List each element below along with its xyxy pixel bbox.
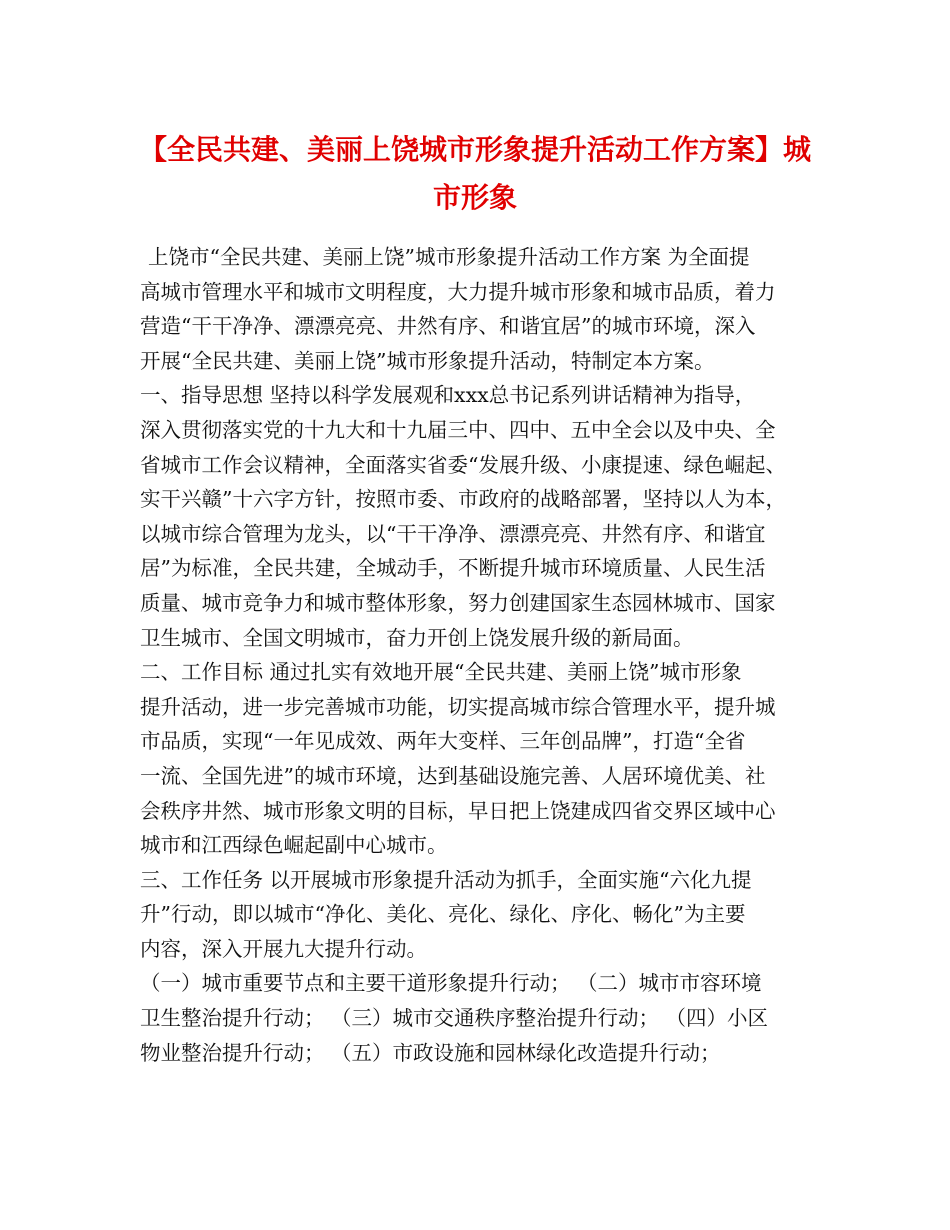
task-list-line: （一）城市重要节点和主要干道形象提升行动； （二）城市市容环境 (140, 971, 762, 996)
task-list-line: 物业整治提升行动； （五）市政设施和园林绿化改造提升行动； (140, 1040, 721, 1065)
section-one-line: 卫生城市、全国文明城市，奋力开创上饶发展升级的新局面。 (140, 625, 694, 650)
document-body (140, 240, 820, 1070)
section-heading-guiding-ideology: 一、指导思想 坚持以科学发展观和xxx总书记系列讲话精神为指导， (140, 383, 756, 408)
section-two-line: 城市和江西绿色崛起副中心城市。 (140, 833, 448, 858)
document-title (120, 126, 830, 222)
intro-paragraph-line: 开展“全民共建、美丽上饶”城市形象提升活动，特制定本方案。 (140, 348, 715, 373)
task-list-line: 卫生整治提升行动； （三）城市交通秩序整治提升行动； （四）小区 (140, 1006, 769, 1031)
intro-paragraph-line: 高城市管理水平和城市文明程度，大力提升城市形象和城市品质，着力 (140, 279, 776, 304)
intro-paragraph-line: 上饶市“全民共建、美丽上饶”城市形象提升活动工作方案 为全面提 (148, 245, 750, 269)
section-three-line: 升”行动，即以城市“净化、美化、亮化、绿化、序化、畅化”为主要 (140, 902, 746, 927)
section-one-line: 质量、城市竞争力和城市整体形象，努力创建国家生态园林城市、国家 (140, 590, 776, 615)
section-two-line: 市品质，实现“一年见成效、两年大变样、三年创品牌”，打造“全省 (140, 729, 746, 754)
section-one-line: 居”为标准，全民共建，全城动手，不断提升城市环境质量、人民生活 (140, 556, 766, 581)
section-one-line: 实干兴赣”十六字方针，按照市委、市政府的战略部署，坚持以人为本， (140, 487, 786, 512)
intro-paragraph-line: 营造“干干净净、漂漂亮亮、井然有序、和谐宜居”的城市环境，深入 (140, 314, 756, 339)
section-heading-work-goals: 二、工作目标 通过扎实有效地开展“全民共建、美丽上饶”城市形象 (140, 660, 742, 685)
title-line: 市形象 (432, 181, 517, 214)
section-one-line: 深入贯彻落实党的十九大和十九届三中、四中、五中全会以及中央、全 (140, 417, 776, 442)
title-line: 【全民共建、美丽上饶城市形象提升活动工作方案】城 (138, 133, 811, 166)
section-one-line: 省城市工作会议精神，全面落实省委“发展升级、小康提速、绿色崛起、 (140, 452, 786, 477)
section-three-line: 内容，深入开展九大提升行动。 (140, 936, 427, 961)
section-heading-work-tasks: 三、工作任务 以开展城市形象提升活动为抓手，全面实施“六化九提 (140, 867, 752, 892)
section-two-line: 提升活动，进一步完善城市功能，切实提高城市综合管理水平，提升城 (140, 694, 776, 719)
section-two-line: 会秩序井然、城市形象文明的目标，早日把上饶建成四省交界区域中心 (140, 798, 776, 823)
section-one-line: 以城市综合管理为龙头，以“干干净净、漂漂亮亮、井然有序、和谐宜 (140, 521, 766, 546)
section-two-line: 一流、全国先进”的城市环境，达到基础设施完善、人居环境优美、社 (140, 763, 766, 788)
